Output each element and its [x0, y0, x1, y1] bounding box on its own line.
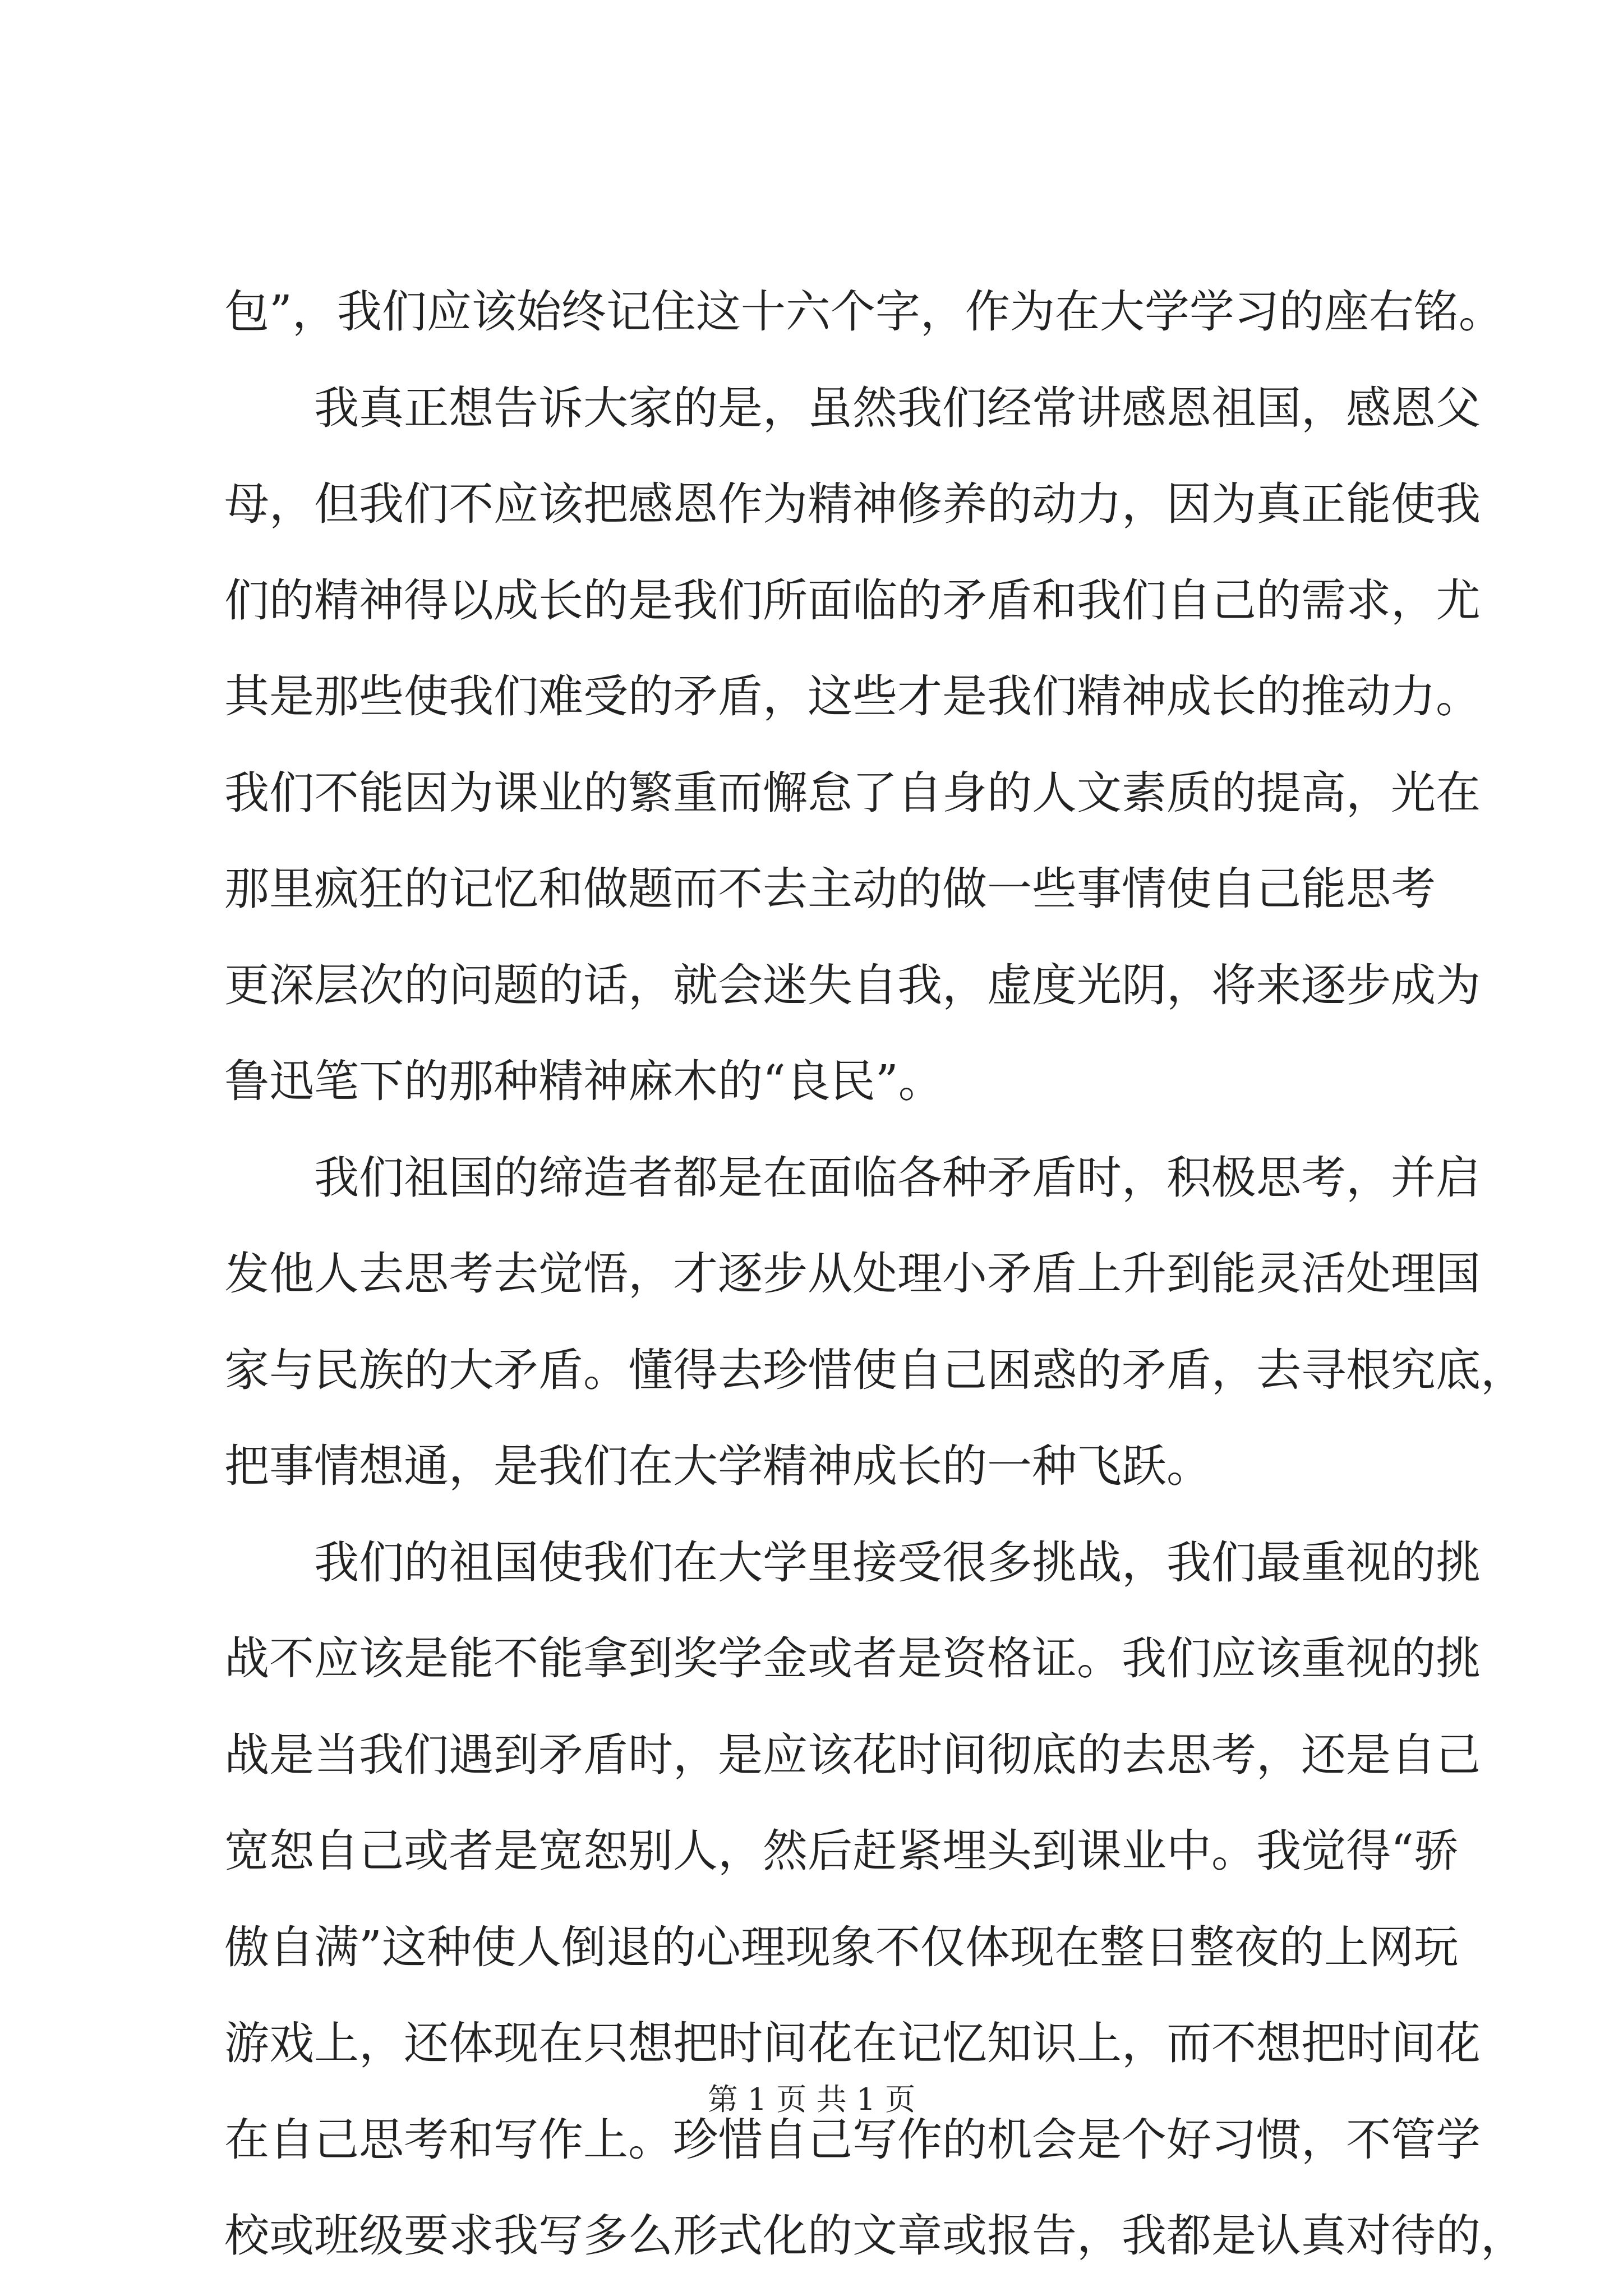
text-line: 校或班级要求我写多么形式化的文章或报告，我都是认真对待的， [224, 2210, 1525, 2262]
text-line: 战是当我们遇到矛盾时，是应该花时间彻底的去思考，还是自己 [224, 1728, 1481, 1781]
text-line: 战不应该是能不能拿到奖学金或者是资格证。我们应该重视的挑 [224, 1632, 1481, 1685]
text-line: 把事情想通，是我们在大学精神成长的一种飞跃。 [224, 1440, 1211, 1492]
text-line: 那里疯狂的记忆和做题而不去主动的做一些事情使自己能思考 [224, 863, 1436, 915]
text-line: 我们的祖国使我们在大学里接受很多挑战，我们最重视的挑 [314, 1536, 1481, 1589]
text-line: 们的精神得以成长的是我们所面临的矛盾和我们自己的需求，尤 [224, 574, 1481, 627]
text-line: 发他人去思考去觉悟，才逐步从处理小矛盾上升到能灵活处理国 [224, 1248, 1481, 1300]
text-line: 家与民族的大矛盾。懂得去珍惜使自己困惑的矛盾，去寻根究底， [224, 1343, 1525, 1396]
text-line: 在自己思考和写作上。珍惜自己写作的机会是个好习惯，不管学 [224, 2113, 1481, 2166]
text-line: 更深层次的问题的话，就会迷失自我，虚度光阴，将来逐步成为 [224, 959, 1481, 1011]
text-line: 母，但我们不应该把感恩作为精神修养的动力，因为真正能使我 [224, 478, 1481, 530]
text-line: 宽恕自己或者是宽恕别人，然后赶紧埋头到课业中。我觉得“骄 [224, 1825, 1459, 1877]
text-line: 我们不能因为课业的繁重而懈怠了自身的人文素质的提高，光在 [224, 766, 1481, 819]
text-line: 我真正想告诉大家的是，虽然我们经常讲感恩祖国，感恩父 [314, 381, 1481, 434]
text-line: 我们祖国的缔造者都是在面临各种矛盾时，积极思考，并启 [314, 1151, 1481, 1204]
page-footer: 第 1 页 共 1 页 [707, 2082, 916, 2117]
text-line: 其是那些使我们难受的矛盾，这些才是我们精神成长的推动力。 [224, 670, 1481, 723]
document-body [224, 264, 1525, 2284]
text-line: 包”，我们应该始终记住这十六个字，作为在大学学习的座右铭。 [224, 286, 1504, 338]
text-line: 傲自满”这种使人倒退的心理现象不仅体现在整日整夜的上网玩 [224, 1921, 1459, 1973]
text-line: 游戏上，还体现在只想把时间花在记忆知识上，而不想把时间花 [224, 2017, 1481, 2069]
text-line: 鲁迅笔下的那种精神麻木的“良民”。 [224, 1055, 943, 1107]
